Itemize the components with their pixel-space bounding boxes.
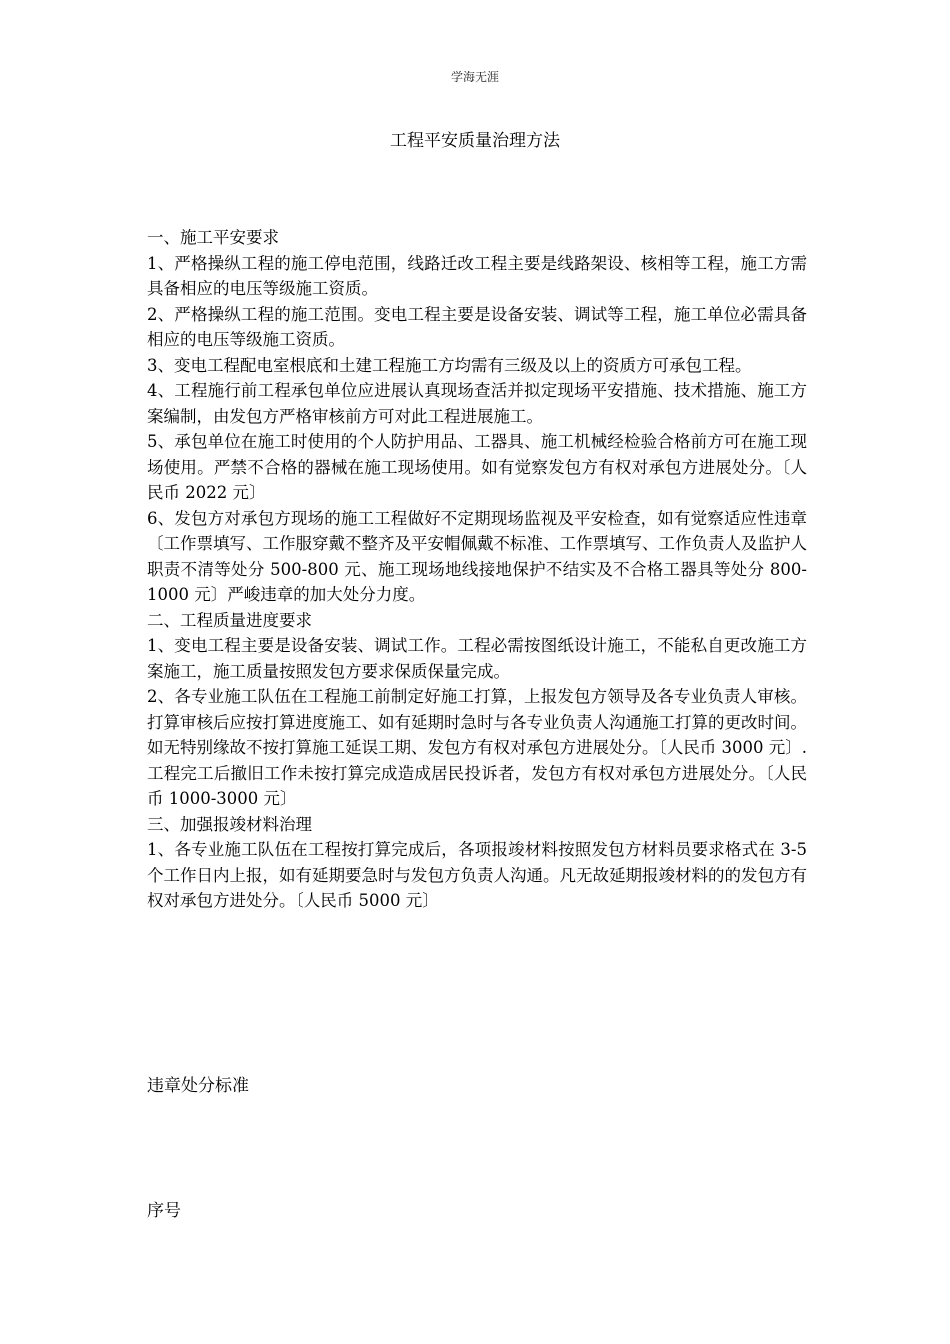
section-heading-safety: 一、施工平安要求 <box>147 228 279 247</box>
violation-standard-heading: 违章处分标准 <box>147 1076 249 1096</box>
paragraph: 1、各专业施工队伍在工程按打算完成后，各项报竣材料按照发包方材料员要求格式在 3-5 个工作日内上报，如有延期要急时与发包方负责人沟通。凡无故延期报竣材料的的发包方有权对承包方进处分。〔人民币 5000 元〕 <box>147 840 807 910</box>
document-body <box>147 225 807 914</box>
page-header: 学海无涯 <box>450 70 499 84</box>
table-header-seq: 序号 <box>147 1201 181 1221</box>
paragraph: 1、变电工程主要是设备安装、调试工作。工程必需按图纸设计施工，不能私自更改施工方案施工，施工质量按照发包方要求保质保量完成。 <box>147 636 807 681</box>
section-heading-materials: 三、加强报竣材料治理 <box>147 814 312 834</box>
paragraph: 4、工程施行前工程承包单位应进展认真现场查活并拟定现场平安措施、技术措施、施工方案编制，由发包方严格审核前方可对此工程进展施工。 <box>147 381 807 426</box>
paragraph: 3、变电工程配电室根底和土建工程施工方均需有三级及以上的资质方可承包工程。 <box>147 355 752 375</box>
paragraph: 5、承包单位在施工时使用的个人防护用品、工器具、施工机械经检验合格前方可在施工现场使用。严禁不合格的器械在施工现场使用。如有觉察发包方有权对承包方进展处分。〔人民币 2022 元〕 <box>147 432 807 502</box>
paragraph: 6、发包方对承包方现场的施工工程做好不定期现场监视及平安检查，如有觉察适应性违章〔工作票填写、工作服穿戴不整齐及平安帽佩戴不标准、工作票填写、工作负责人及监护人职责不清等处分 500-800 元、施工现场地线接地保护不结实及不合格工器具等处分 800-1000 元〕严峻违章的加大处分力度。 <box>147 508 807 604</box>
paragraph: 2、严格操纵工程的施工范围。变电工程主要是设备安装、调试等工程，施工单位必需具备相应的电压等级施工资质。 <box>147 304 807 349</box>
paragraph: 2、各专业施工队伍在工程施工前制定好施工打算，上报发包方领导及各专业负责人审核。打算审核后应按打算进度施工、如有延期时急时与各专业负责人沟通施工打算的更改时间。如无特别缘故不按打算施工延误工期、发包方有权对承包方进展处分。〔人民币 3000 元〕.工程完工后撤旧工作未按打算完成造成居民投诉者，发包方有权对承包方进展处分。〔人民币 1000-3000 元〕 <box>147 687 807 808</box>
paragraph: 1、严格操纵工程的施工停电范围，线路迁改工程主要是线路架设、核相等工程，施工方需具备相应的电压等级施工资质。 <box>147 253 807 298</box>
document-title: 工程平安质量治理方法 <box>390 131 560 151</box>
section-heading-quality: 二、工程质量进度要求 <box>147 610 312 630</box>
